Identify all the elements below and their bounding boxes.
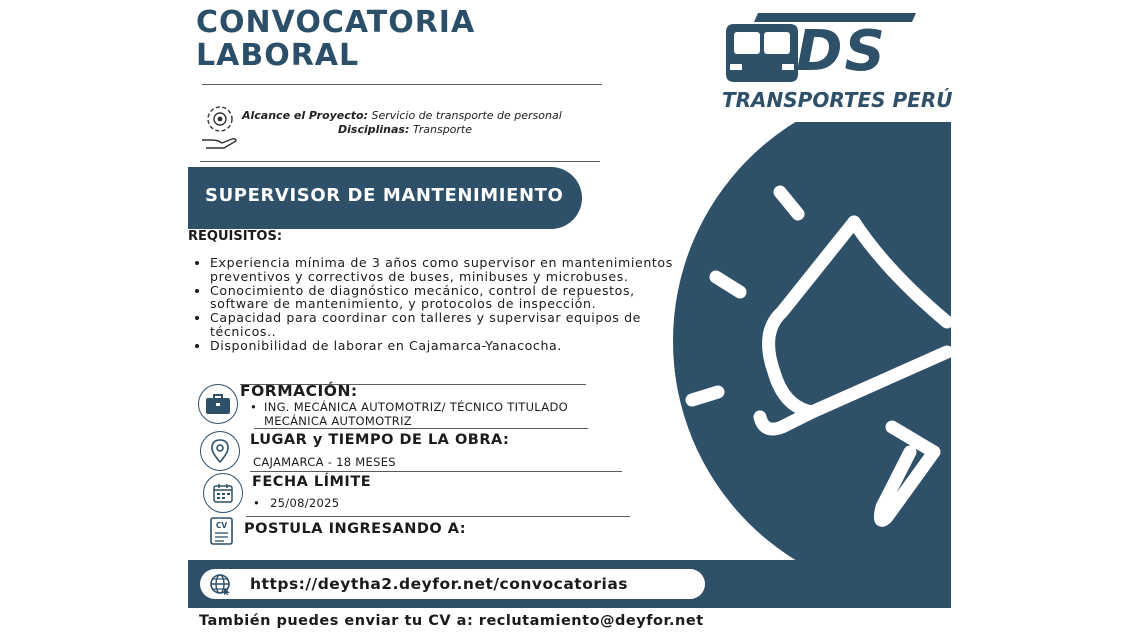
project-icon [198,102,240,150]
location-pin-icon [211,439,229,463]
disciplines-label: Disciplinas: [338,123,410,136]
divider [250,471,622,472]
project-disciplines [338,123,472,136]
deadline-heading: FECHA LÍMITE [252,474,372,490]
divider [254,428,588,429]
location-icon [200,431,240,471]
globe-icon [209,573,231,595]
scope-label: Alcance el Proyecto: [242,109,369,122]
logo-mark: DS [796,19,887,84]
requirement-item: • Conocimiento de diagnóstico mecánico, control de repuestos, software de mantenimiento, y protocolos de inspección. [210,284,680,312]
requirement-item: • Capacidad para coordinar con talleres y supervisar equipos de técnicos.. [210,311,680,339]
company-logo [720,10,953,115]
position-banner [188,167,582,229]
education-icon [198,384,238,424]
deadline-icon [203,473,243,513]
divider [202,84,602,85]
requirements-list [189,256,680,353]
deadline-value: 25/08/2025 [270,496,340,510]
deadline-item: • 25/08/2025 [253,496,340,510]
megaphone-icon [672,122,951,560]
decor-panel [672,122,951,560]
disciplines-value: Transporte [412,123,473,136]
logo-name: TRANSPORTES PERÚ [722,88,953,112]
location-value: CAJAMARCA - 18 MESES [253,455,396,469]
globe-icon-wrap [209,573,231,599]
email-line: También puedes enviar tu CV a: reclutamiento@deyfor.net [199,613,704,629]
cv-icon [209,516,235,546]
cv-document-icon [209,516,235,546]
education-heading: FORMACIÓN: [240,382,358,400]
scope-value: Servicio de transporte de personal [371,109,562,122]
apply-url-link[interactable]: https://deytha2.deyfor.net/convocatorias [250,575,628,593]
title-line-1: CONVOCATORIA [196,5,476,40]
project-scope [242,109,562,122]
briefcase-icon [205,393,231,415]
education-value: ING. MECÁNICA AUTOMOTRIZ/ TÉCNICO TITULADO MECÁNICA AUTOMOTRIZ [264,400,568,428]
svg-text:CV: CV [215,521,228,530]
apply-heading: POSTULA INGRESANDO A: [244,521,467,537]
gear-hand-icon [198,102,240,150]
requirements-heading: REQUISITOS: [188,229,283,244]
calendar-icon [213,483,233,503]
education-item: • ING. MECÁNICA AUTOMOTRIZ/ TÉCNICO TITULADO MECÁNICA AUTOMOTRIZ [250,400,600,428]
divider [246,516,630,517]
page-title [196,6,576,72]
title-line-2: LABORAL [196,38,360,73]
position-title: SUPERVISOR DE MANTENIMIENTO [205,185,564,206]
divider [200,161,600,162]
location-heading: LUGAR y TIEMPO DE LA OBRA: [250,432,510,448]
requirement-item: • Experiencia mínima de 3 años como supervisor en mantenimientos preventivos y correctivos de buses, minibuses y microbuses. [210,256,680,284]
requirement-item: • Disponibilidad de laborar en Cajamarca-Yanacocha. [210,339,680,353]
